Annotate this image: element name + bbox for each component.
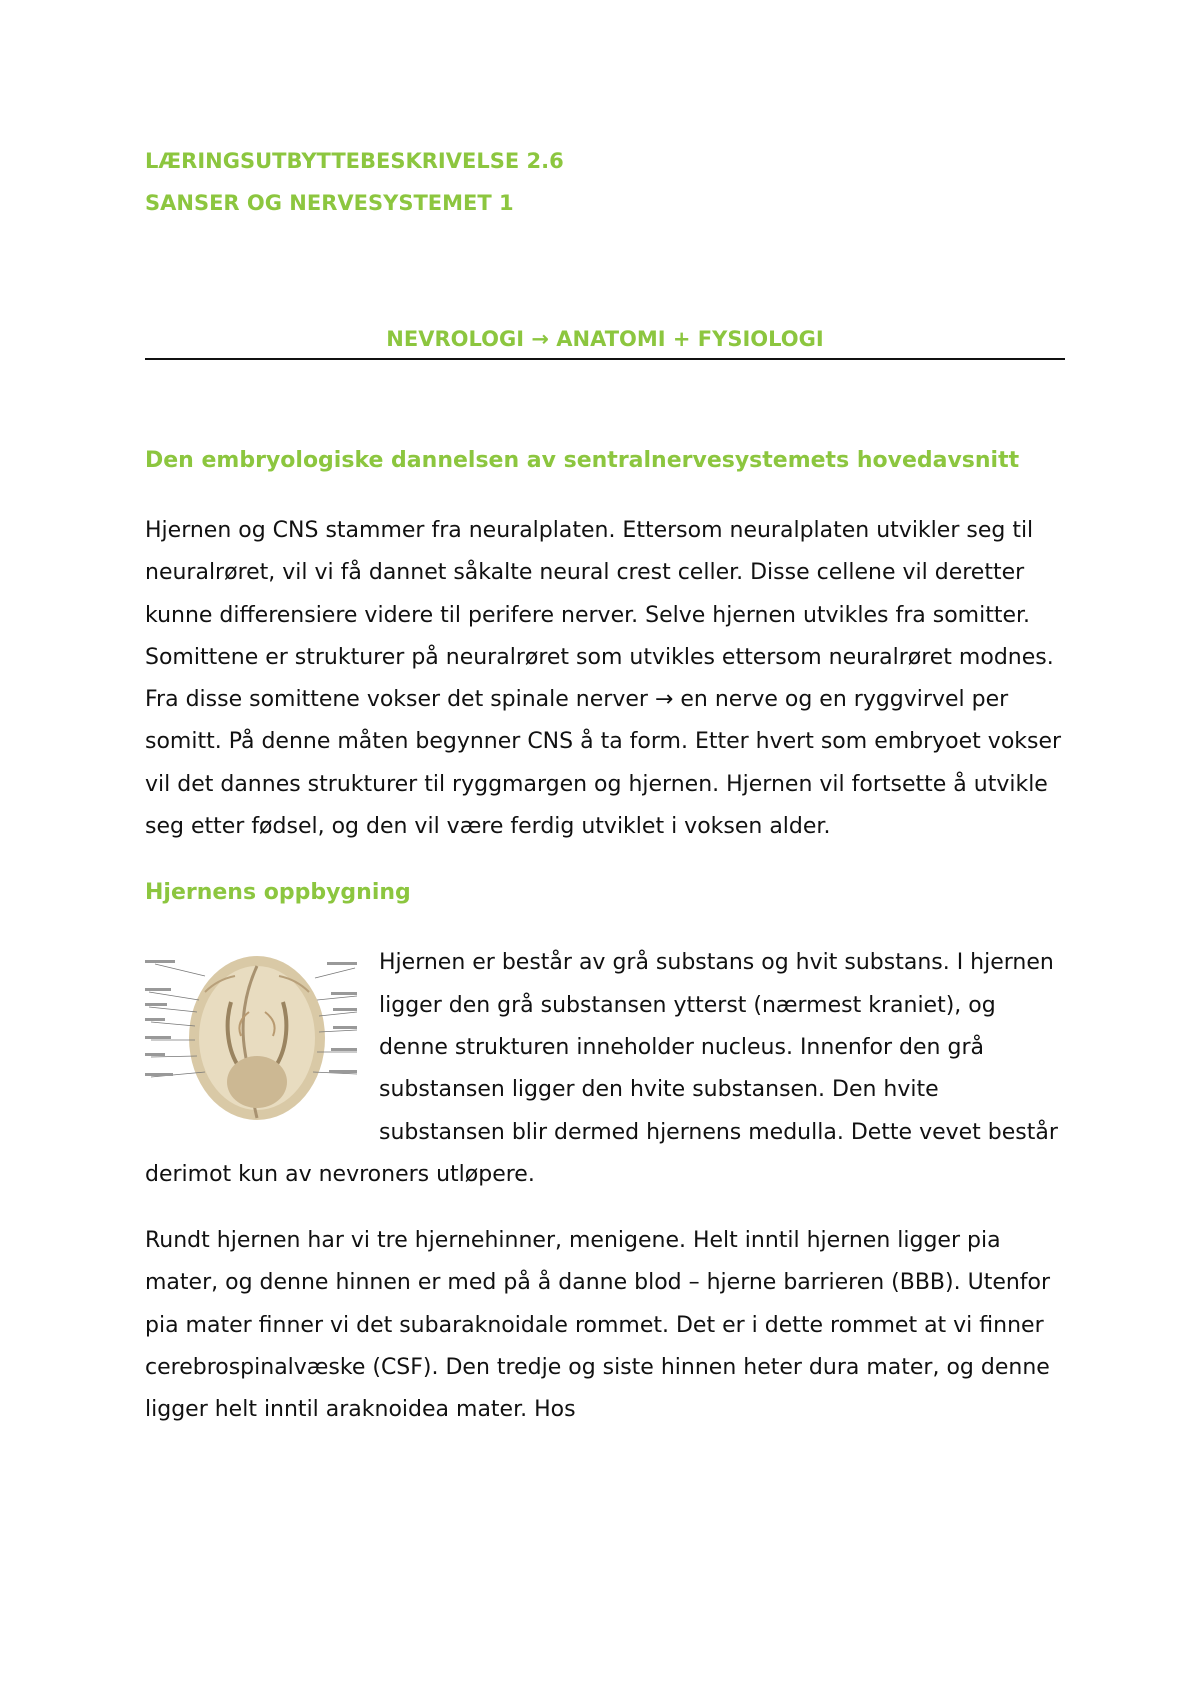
section-heading-rule bbox=[145, 324, 1065, 360]
meninges-paragraph: Rundt hjernen har vi tre hjernehinner, menigene. Helt inntil hjernen ligger pia mater, og denne hinnen er med på å danne blod – hjerne barrieren (BBB). Utenfor pia mater finner vi det subaraknoidale rommet. Det er i dette rommet at vi finner cerebrospinalvæske (CSF). Den tredje og siste hinnen heter dura mater, og denne ligger helt inntil araknoidea mater. Hos bbox=[145, 1228, 1051, 1423]
brain-structure-heading: Hjernens oppbygning bbox=[145, 880, 411, 906]
section-heading: NEVROLOGI → ANATOMI + FYSIOLOGI bbox=[386, 327, 824, 351]
brain-structure-paragraph-block bbox=[145, 942, 1065, 1196]
brain-section-image bbox=[145, 952, 361, 1124]
document-title-line-2: SANSER OG NERVESYSTEMET 1 bbox=[145, 191, 514, 215]
embryology-paragraph: Hjernen og CNS stammer fra neuralplaten. Ettersom neuralplaten utvikler seg til neuralrøret, vil vi få dannet såkalte neural crest celler. Disse cellene vil deretter kunne differensiere videre til perifere nerver. Selve hjernen utvikles fra somitter. Somittene er strukturer på neuralrøret som utvikles ettersom neuralrøret modnes. Fra disse somittene vokser det spinale nerver → en nerve og en ryggvirvel per somitt. På denne måten begynner CNS å ta form. Etter hvert som embryoet vokser vil det dannes strukturer til ryggmargen og hjernen. Hjernen vil fortsette å utvikle seg etter fødsel, og den vil være ferdig utviklet i voksen alder. bbox=[145, 518, 1062, 840]
document-page bbox=[145, 140, 1065, 1432]
embryology-heading: Den embryologiske dannelsen av sentralnervesystemets hovedavsnitt bbox=[145, 448, 1020, 473]
document-title-line-1: LÆRINGSUTBYTTEBESKRIVELSE 2.6 bbox=[145, 149, 564, 173]
brain-structure-paragraph: Hjernen er består av grå substans og hvit substans. I hjernen ligger den grå substansen ytterst (nærmest kraniet), og denne strukturen inneholder nucleus. Innenfor den grå substansen ligger den hvite substansen. Den hvite substansen blir dermed hjernens medulla. Dette vevet består derimot kun av nevroners utløpere. bbox=[145, 950, 1058, 1187]
